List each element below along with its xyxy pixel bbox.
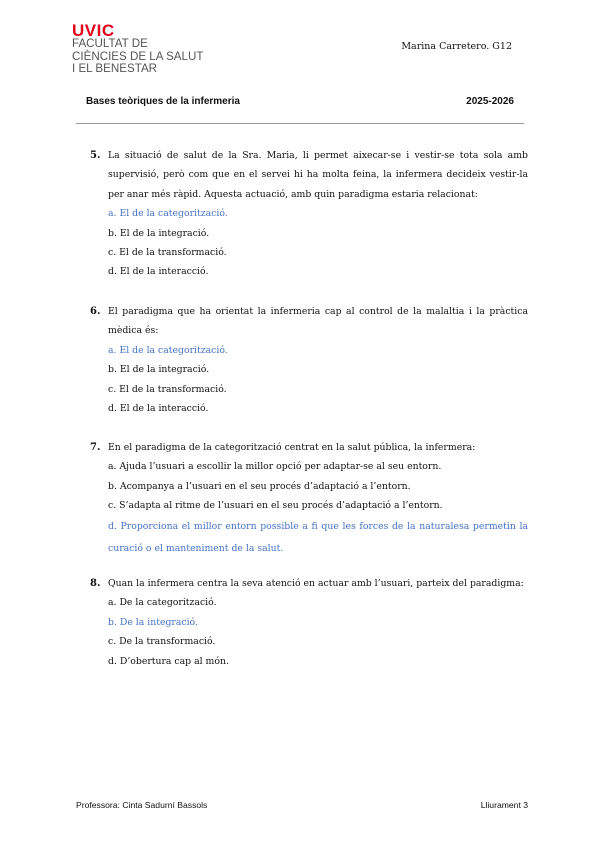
answer-option: b. El de la integració. [108,364,210,376]
course-title: Bases teòriques de la infermeria [86,96,240,107]
question-text: El paradigma que ha orientat la infermeria cap al control de la malaltia i la pràctica mèdica és: [108,306,528,337]
answer-option: c. S’adapta al ritme de l’usuari en el seu procés d’adaptació a l’entorn. [108,500,443,512]
author-name: Marina Carretero. G12 [401,41,512,52]
answer-option: c. El de la transformació. [108,383,227,395]
answer-option: a. Ajuda l’usuari a escollir la millor opció per adaptar-se al seu entorn. [108,461,442,473]
question-5 [90,146,528,282]
faculty-name [72,38,203,76]
question-number: 5. [90,150,101,161]
question-number: 6. [90,306,101,317]
faculty-line: I EL BENESTAR [72,62,158,75]
faculty-line: CIÈNCIES DE LA SALUT [72,49,204,63]
footer-delivery: Lliurament 3 [480,800,528,810]
answer-option: b. De la integració. [108,616,198,628]
header-divider [76,123,524,124]
footer-teacher: Professora: Cinta Sadurní Bassols [76,800,208,810]
question-7 [90,438,528,560]
answer-option: c. De la transformació. [108,636,216,648]
answer-option: a. De la categorització. [108,597,217,609]
logo-mark: UVIC [72,21,115,40]
answer-option: a. El de la categorització. [108,208,228,220]
answer-option: b. El de la integració. [108,227,210,239]
question-text: En el paradigma de la categorització centrat en la salut pública, la infermera: [108,442,476,453]
faculty-line: FACULTAT DE [72,37,148,50]
answer-option: d. D’obertura cap al món. [108,655,229,667]
answer-option: d. El de la interacció. [108,403,209,415]
answer-option: a. El de la categorització. [108,344,228,356]
academic-year: 2025-2026 [466,96,514,107]
question-number: 8. [90,578,101,589]
answer-option: d. Proporciona el millor entorn possible a fi que les forces de la naturalesa permetin la curació o el manteniment de la salut. [108,520,528,554]
question-6 [90,302,528,418]
answer-option: d. El de la interacció. [108,266,209,278]
question-8 [90,574,528,671]
question-text: La situació de salut de la Sra. Maria, li permet aixecar-se i vestir-se tota sola amb supervisió, però com que en el servei hi ha molta feina, la infermera decideix vestir-la per anar més ràpid. Aquesta actuació, amb quin paradigma estaria relacionat: [108,150,528,200]
question-text: Quan la infermera centra la seva atenció en actuar amb l’usuari, parteix del paradigma: [108,578,524,589]
answer-option: c. El de la transformació. [108,247,227,259]
question-number: 7. [90,442,101,453]
answer-option: b. Acompanya a l’usuari en el seu procés d’adaptació a l’entorn. [108,480,411,492]
